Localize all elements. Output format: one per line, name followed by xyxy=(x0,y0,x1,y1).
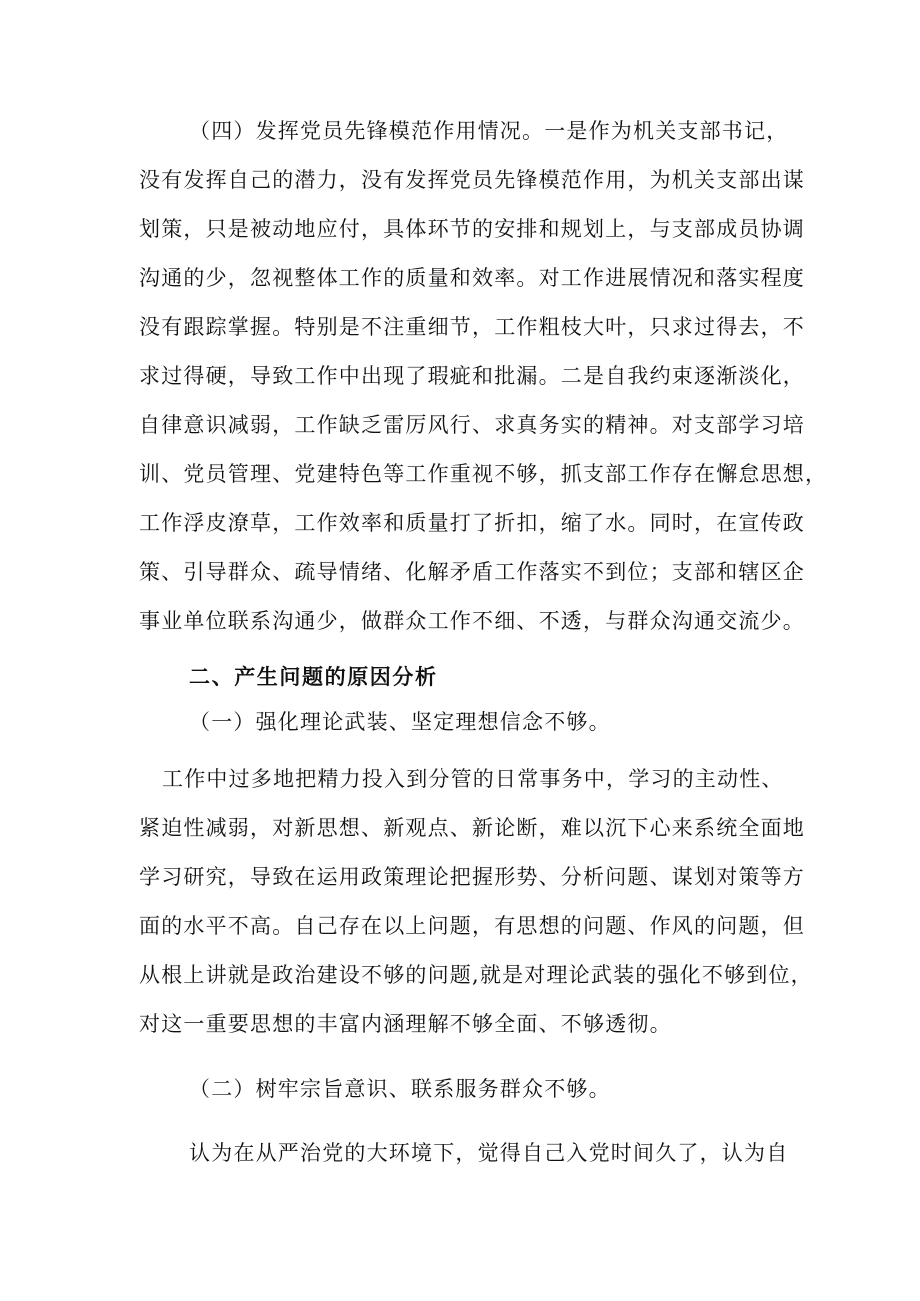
paragraph-four-line-11: 事业单位联系沟通少，做群众工作不细、不透，与群众沟通交流少。 xyxy=(139,609,805,633)
paragraph-one-line-2: 紧迫性减弱，对新思想、新观点、新论断，难以沉下心来系统全面地 xyxy=(139,816,805,840)
paragraph-four-line-10: 策、引导群众、疏导情绪、化解矛盾工作落实不到位；支部和辖区企 xyxy=(139,560,805,584)
paragraph-four-line-2: 没有发挥自己的潜力，没有发挥党员先锋模范作用，为机关支部出谋 xyxy=(139,168,805,192)
paragraph-one-line-1: 工作中过多地把精力投入到分管的日常事务中，学习的主动性、 xyxy=(162,767,784,791)
paragraph-four-line-9: 工作浮皮潦草，工作效率和质量打了折扣，缩了水。同时，在宣传政 xyxy=(139,511,805,535)
paragraph-four-line-7: 自律意识减弱，工作缺乏雷厉风行、求真务实的精神。对支部学习培 xyxy=(139,413,805,437)
paragraph-four-line-8: 训、党员管理、党建特色等工作重视不够，抓支部工作存在懈怠思想， xyxy=(139,462,828,486)
subheading-two: （二）树牢宗旨意识、联系服务群众不够。 xyxy=(189,1077,611,1101)
paragraph-four-line-3: 划策，只是被动地应付，具体环节的安排和规划上，与支部成员协调 xyxy=(139,217,805,241)
paragraph-four-line-6: 求过得硬，导致工作中出现了瑕疵和批漏。二是自我约束逐渐淡化， xyxy=(139,364,805,388)
paragraph-one-line-3: 学习研究，导致在运用政策理论把握形势、分析问题、谋划对策等方 xyxy=(139,865,805,889)
paragraph-one-line-5: 从根上讲就是政治建设不够的问题,就是对理论武装的强化不够到位， xyxy=(139,963,813,987)
paragraph-two-line-1: 认为在从严治党的大环境下，觉得自己入党时间久了，认为自 xyxy=(189,1141,789,1165)
paragraph-four-line-4: 沟通的少，忽视整体工作的质量和效率。对工作进展情况和落实程度 xyxy=(139,266,805,290)
paragraph-four-line-5: 没有跟踪掌握。特别是不注重细节，工作粗枝大叶，只求过得去，不 xyxy=(139,315,805,339)
paragraph-one-line-6: 对这一重要思想的丰富内涵理解不够全面、不够透彻。 xyxy=(139,1012,672,1036)
paragraph-four-line-1: （四）发挥党员先锋模范作用情况。一是作为机关支部书记， xyxy=(189,119,789,143)
paragraph-one-line-4: 面的水平不高。自己存在以上问题，有思想的问题、作风的问题，但 xyxy=(139,914,805,938)
section-two-heading: 二、产生问题的原因分析 xyxy=(189,664,438,689)
subheading-one: （一）强化理论武装、坚定理想信念不够。 xyxy=(189,710,611,734)
